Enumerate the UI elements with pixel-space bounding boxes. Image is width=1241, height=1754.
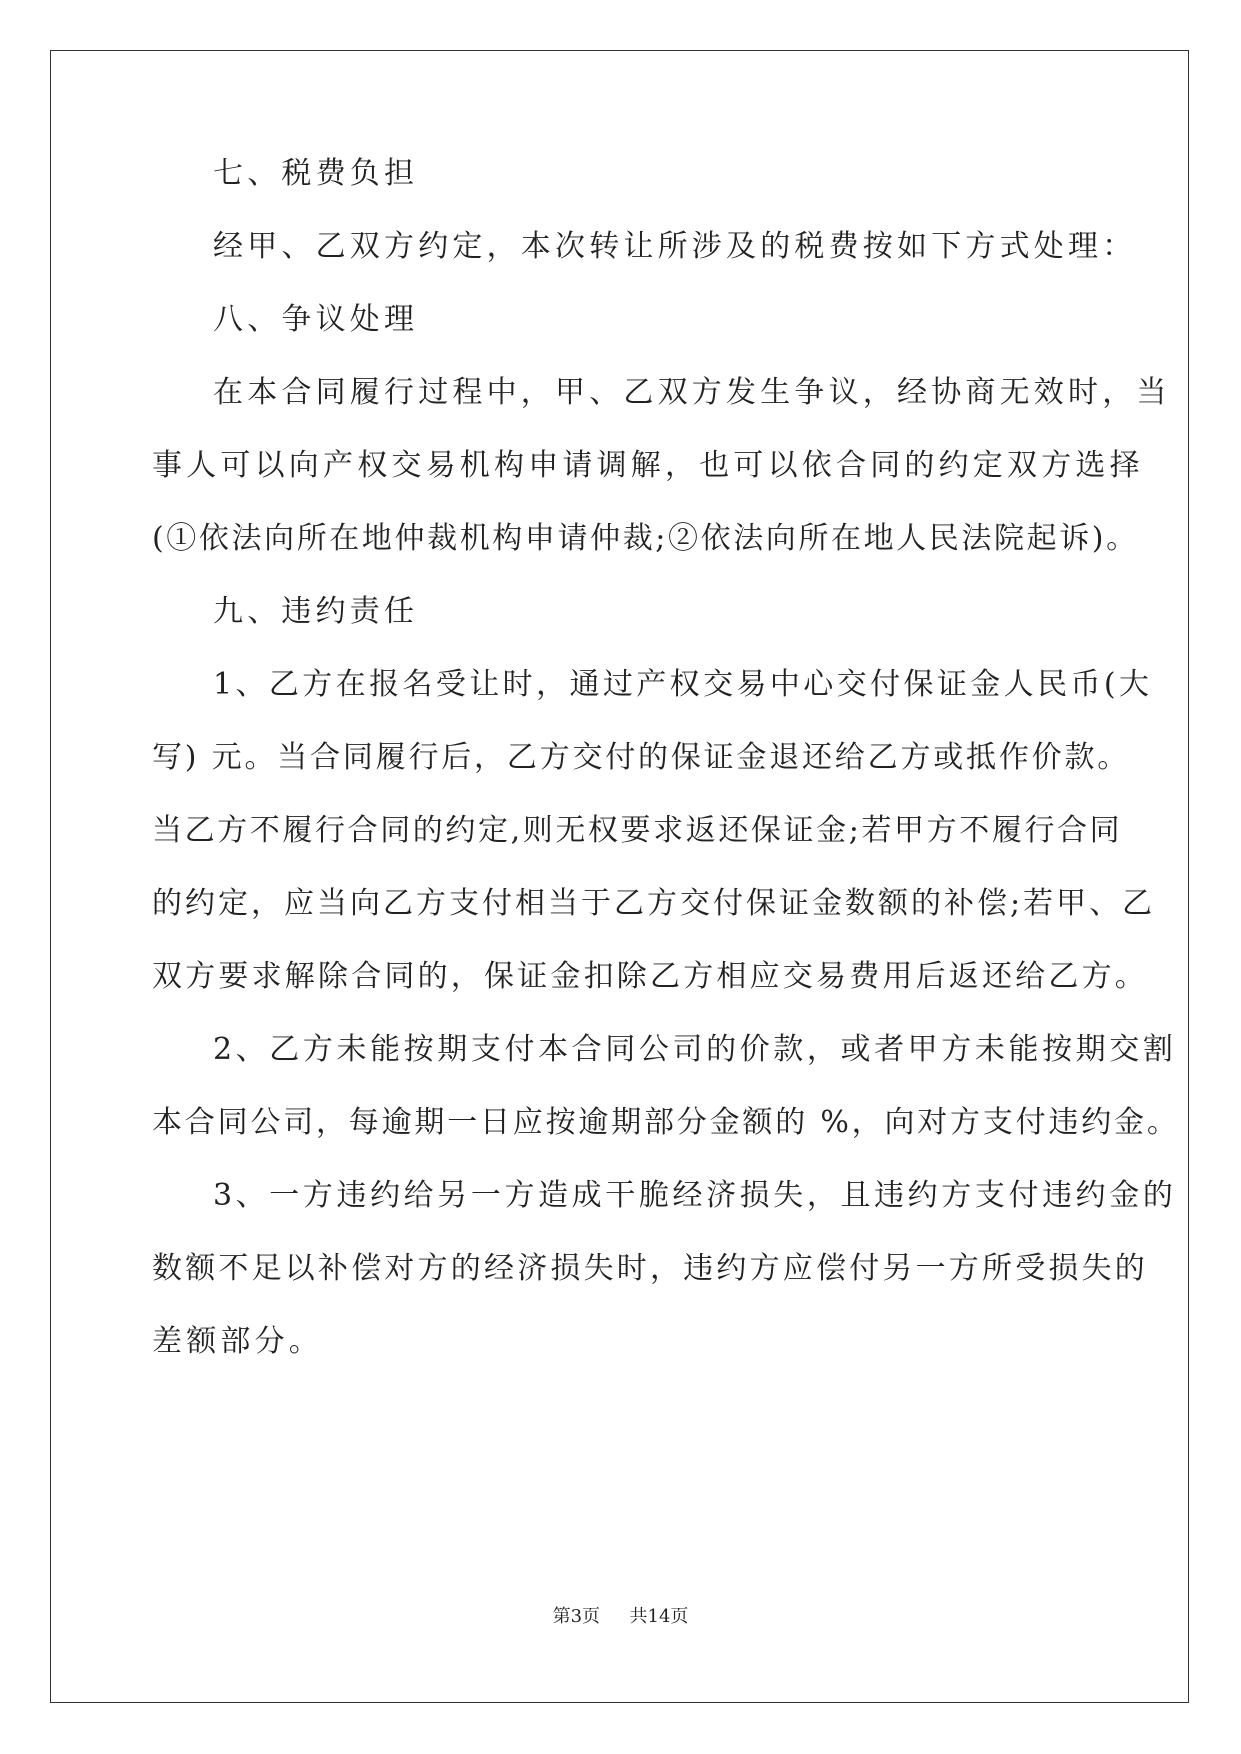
paragraph-line: 事人可以向产权交易机构申请调解，也可以依合同的约定双方选择 [152, 448, 1144, 483]
page-number: 第3页 [552, 1606, 601, 1627]
page-total: 共14页 [629, 1606, 689, 1627]
heading-breach: 九、违约责任 [213, 594, 419, 629]
paragraph-line: 的约定，应当向乙方支付相当于乙方交付保证金数额的补偿;若甲、乙 [152, 886, 1156, 921]
paragraph-line: 2、乙方未能按期支付本合同公司的价款，或者甲方未能按期交割 [213, 1032, 1177, 1067]
paragraph-line: 本合同公司，每逾期一日应按逾期部分金额的 %，向对方支付违约金。 [152, 1105, 1180, 1140]
paragraph-line: 在本合同履行过程中，甲、乙双方发生争议，经协商无效时，当 [213, 375, 1171, 410]
page-footer [0, 1605, 1241, 1629]
paragraph-line: 经甲、乙双方约定，本次转让所涉及的税费按如下方式处理： [213, 229, 1137, 264]
page-border [50, 50, 1189, 1703]
heading-tax: 七、税费负担 [213, 156, 419, 191]
paragraph-line: 差额部分。 [152, 1324, 323, 1359]
heading-dispute: 八、争议处理 [213, 302, 419, 337]
paragraph-line: 数额不足以补偿对方的经济损失时，违约方应偿付另一方所受损失的 [152, 1251, 1148, 1286]
paragraph-line: 写) 元。当合同履行后，乙方交付的保证金退还给乙方或抵作价款。 [152, 740, 1131, 775]
paragraph-line: 1、乙方在报名受让时，通过产权交易中心交付保证金人民币(大 [213, 667, 1153, 702]
paragraph-line: 3、一方违约给另一方造成干脆经济损失，且违约方支付违约金的 [213, 1178, 1177, 1213]
paragraph-line: 双方要求解除合同的，保证金扣除乙方相应交易费用后返还给乙方。 [152, 959, 1148, 994]
paragraph-line: (①依法向所在地仲裁机构申请仲裁;②依法向所在地人民法院起诉)。 [152, 521, 1139, 556]
paragraph-line: 当乙方不履行合同的约定,则无权要求返还保证金;若甲方不履行合同 [152, 813, 1123, 848]
